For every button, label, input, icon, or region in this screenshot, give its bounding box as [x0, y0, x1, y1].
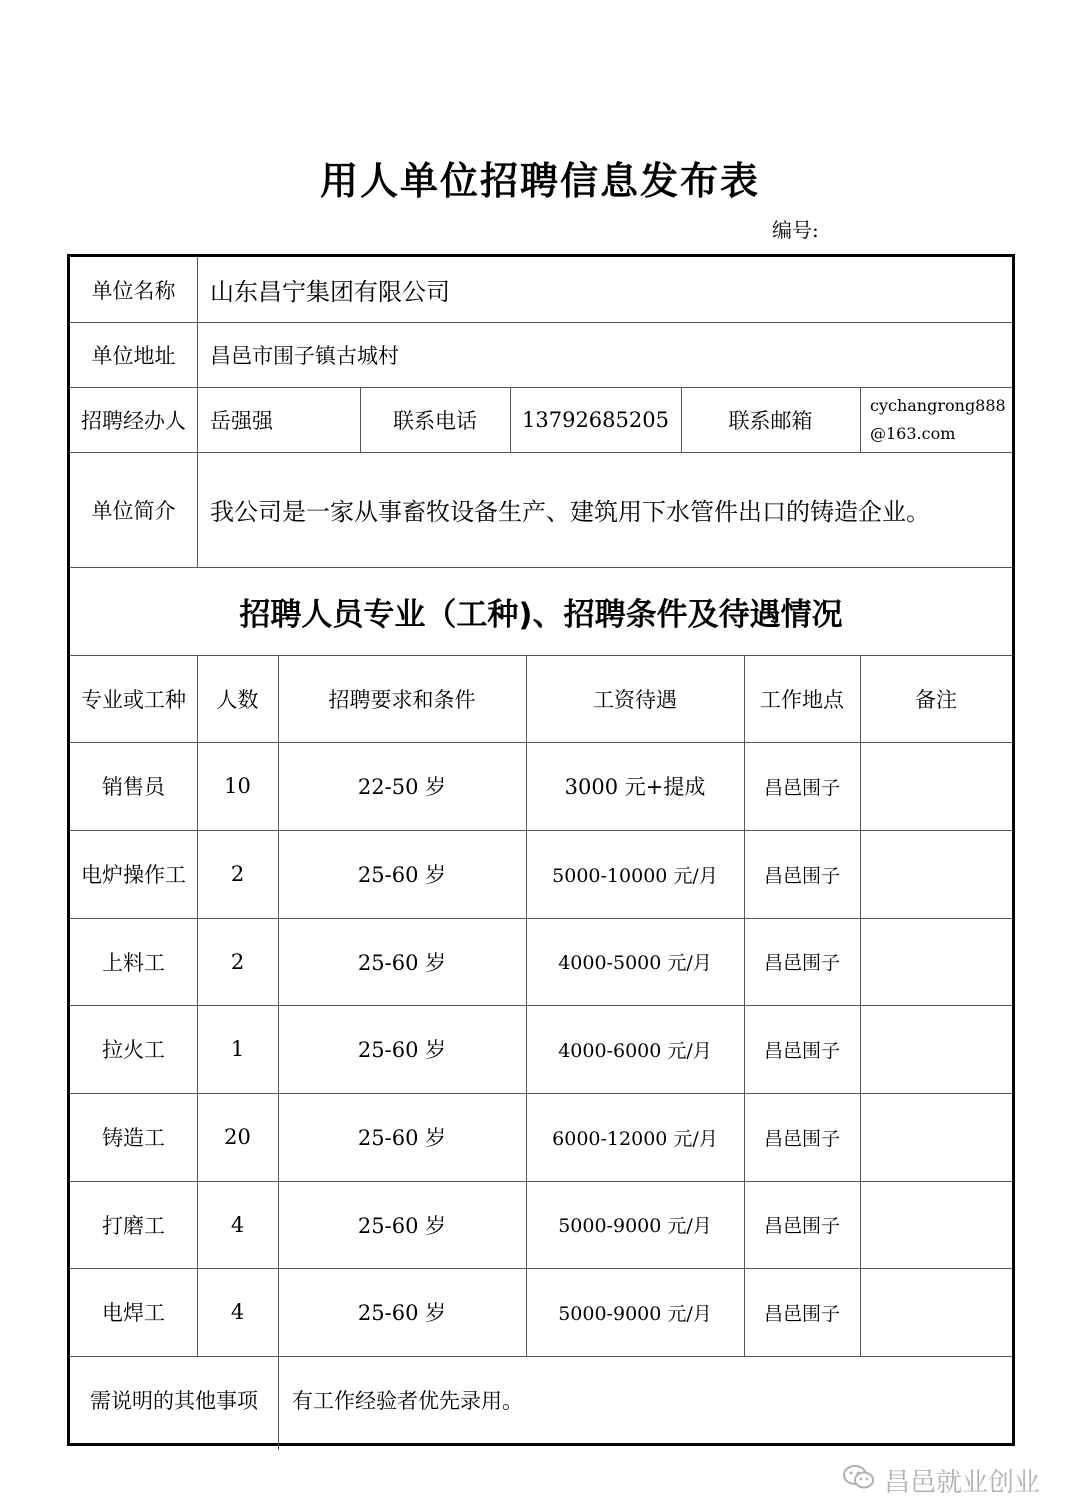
- notes-label: 需说明的其他事项: [90, 1389, 258, 1413]
- table-cell-location: 昌邑围子: [763, 1039, 840, 1062]
- table-cell-requirement: 25-60 岁: [357, 1301, 447, 1325]
- table-cell-remark: [860, 1005, 1012, 1093]
- table-cell-salary: 5000-9000 元/月: [558, 1215, 712, 1237]
- company-address-label: 单位地址: [91, 343, 176, 368]
- table-cell-remark: [860, 830, 1012, 918]
- table-header-cell: 专业或工种: [81, 687, 186, 712]
- contact-person-label: 招聘经办人: [81, 408, 186, 433]
- contact-person-value: 岳强强: [210, 408, 273, 433]
- table-cell-salary: 6000-12000 元/月: [552, 1127, 718, 1150]
- table-cell-count: 10: [224, 774, 251, 798]
- table-cell-count: 2: [230, 862, 245, 886]
- table-cell-location: 昌邑围子: [763, 864, 840, 887]
- table-cell-job: 打磨工: [102, 1213, 165, 1238]
- company-address-value: 昌邑市围子镇古城村: [210, 343, 399, 368]
- document-title: 用人单位招聘信息发布表: [319, 159, 760, 203]
- section-title: 招聘人员专业（工种)、招聘条件及待遇情况: [239, 596, 843, 633]
- table-header-cell: 备注: [915, 687, 957, 712]
- table-cell-location: 昌邑围子: [763, 1127, 840, 1150]
- table-cell-remark: [860, 742, 1012, 830]
- email-line-2: @163.com: [870, 423, 956, 443]
- phone-label: 联系电话: [393, 408, 477, 433]
- table-cell-requirement: 25-60 岁: [357, 1126, 447, 1150]
- column-divider: [510, 387, 511, 452]
- table-cell-requirement: 25-60 岁: [357, 1213, 447, 1238]
- company-name-value: 山东昌宁集团有限公司: [210, 278, 450, 306]
- table-cell-remark: [860, 918, 1012, 1005]
- phone-value: 13792685205: [522, 407, 669, 432]
- table-cell-remark: [860, 1093, 1012, 1181]
- wechat-icon: [842, 1463, 876, 1498]
- table-cell-count: 4: [230, 1212, 245, 1237]
- table-cell-count: 4: [230, 1300, 245, 1324]
- table-cell-location: 昌邑围子: [763, 776, 840, 799]
- serial-number-label: 编号:: [772, 218, 819, 242]
- table-cell-remark: [860, 1181, 1012, 1268]
- company-intro-value: 我公司是一家从事畜牧设备生产、建筑用下水管件出口的铸造企业。: [210, 498, 930, 526]
- table-cell-location: 昌邑围子: [763, 952, 840, 974]
- table-cell-requirement: 22-50 岁: [357, 775, 447, 799]
- column-divider: [860, 387, 861, 452]
- table-cell-requirement: 25-60 岁: [357, 950, 447, 975]
- table-cell-count: 20: [224, 1125, 251, 1149]
- table-cell-job: 铸造工: [102, 1126, 165, 1150]
- notes-value: 有工作经验者优先录用。: [292, 1389, 523, 1413]
- email-value: [870, 387, 1012, 452]
- table-cell-salary: 4000-5000 元/月: [558, 952, 712, 974]
- table-cell-location: 昌邑围子: [763, 1215, 840, 1237]
- table-cell-requirement: 25-60 岁: [357, 1038, 447, 1062]
- table-cell-salary: 5000-9000 元/月: [558, 1302, 712, 1325]
- recruitment-form: [67, 254, 1015, 1446]
- table-cell-location: 昌邑围子: [763, 1302, 840, 1325]
- table-cell-salary: 3000 元+提成: [564, 775, 706, 799]
- table-cell-job: 上料工: [102, 950, 165, 975]
- table-header-cell: 招聘要求和条件: [328, 687, 476, 712]
- table-cell-remark: [860, 1268, 1012, 1356]
- table-cell-salary: 5000-10000 元/月: [552, 864, 718, 887]
- table-cell-count: 2: [230, 949, 245, 974]
- table-header-cell: 工作地点: [760, 687, 844, 712]
- table-cell-job: 电炉操作工: [81, 863, 186, 887]
- column-divider: [197, 257, 198, 567]
- table-cell-salary: 4000-6000 元/月: [558, 1039, 712, 1062]
- email-line-1: cychangrong888: [870, 395, 1006, 415]
- watermark: [842, 1462, 1040, 1499]
- table-cell-job: 拉火工: [102, 1038, 165, 1062]
- table-cell-job: 销售员: [102, 775, 165, 799]
- table-header-cell: 人数: [216, 687, 259, 712]
- company-intro-label: 单位简介: [91, 498, 176, 523]
- table-header-cell: 工资待遇: [593, 687, 677, 712]
- watermark-text: 昌邑就业创业: [884, 1468, 1041, 1498]
- table-cell-requirement: 25-60 岁: [357, 863, 447, 887]
- table-cell-job: 电焊工: [102, 1301, 165, 1325]
- company-name-label: 单位名称: [91, 278, 176, 303]
- email-label: 联系邮箱: [728, 408, 813, 433]
- table-cell-count: 1: [230, 1037, 245, 1061]
